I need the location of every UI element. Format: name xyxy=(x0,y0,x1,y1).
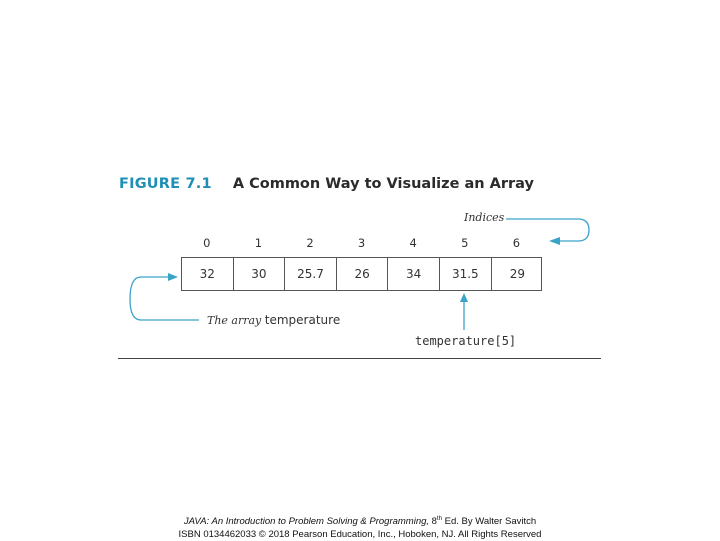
indices-arrow xyxy=(506,219,589,241)
footer-edition-sup: th xyxy=(436,516,442,522)
array-cell: 25.7 xyxy=(285,258,337,290)
array-name-arrowhead xyxy=(168,273,178,281)
array-cell: 32 xyxy=(182,258,234,290)
index-cell: 6 xyxy=(512,236,521,250)
array-cell: 29 xyxy=(509,267,526,281)
figure-title: A Common Way to Visualize an Array xyxy=(232,176,534,192)
index-cell: 5 xyxy=(461,236,469,250)
footer-line-1 xyxy=(0,513,720,528)
indices-arrowhead xyxy=(549,237,560,245)
array-cell: 26 xyxy=(337,258,389,290)
index-cell: 2 xyxy=(306,236,314,250)
indices-label: Indices xyxy=(464,211,505,224)
index-cell: 3 xyxy=(357,236,366,250)
footer-edition-rest: Ed. By Walter Savitch xyxy=(441,516,537,528)
array-cell: 34 xyxy=(388,258,440,290)
index-cell: 0 xyxy=(203,236,211,250)
array-name-arrow xyxy=(130,277,199,320)
array-cell: 31.5 xyxy=(440,258,492,290)
footer-book-title: JAVA: An Introduction to Problem Solving & Programming, xyxy=(183,516,430,528)
index-cell: 1 xyxy=(254,236,263,250)
footer-line-2: ISBN 0134462033 © 2018 Pearson Education, Inc., Hoboken, NJ. All Rights Reserved xyxy=(178,529,542,541)
footer-edition-num: 8 xyxy=(431,516,437,528)
array-label-name: temperature xyxy=(264,313,341,327)
array-label-prefix: The array xyxy=(207,314,265,327)
index-cell: 4 xyxy=(409,236,417,250)
figure-label: FIGURE 7.1 xyxy=(119,176,212,192)
element-access-label: temperature[5] xyxy=(415,334,517,348)
array-cell: 30 xyxy=(234,258,286,290)
footer xyxy=(0,513,720,541)
element-access-arrowhead xyxy=(460,293,468,302)
figure-rule xyxy=(118,358,601,359)
